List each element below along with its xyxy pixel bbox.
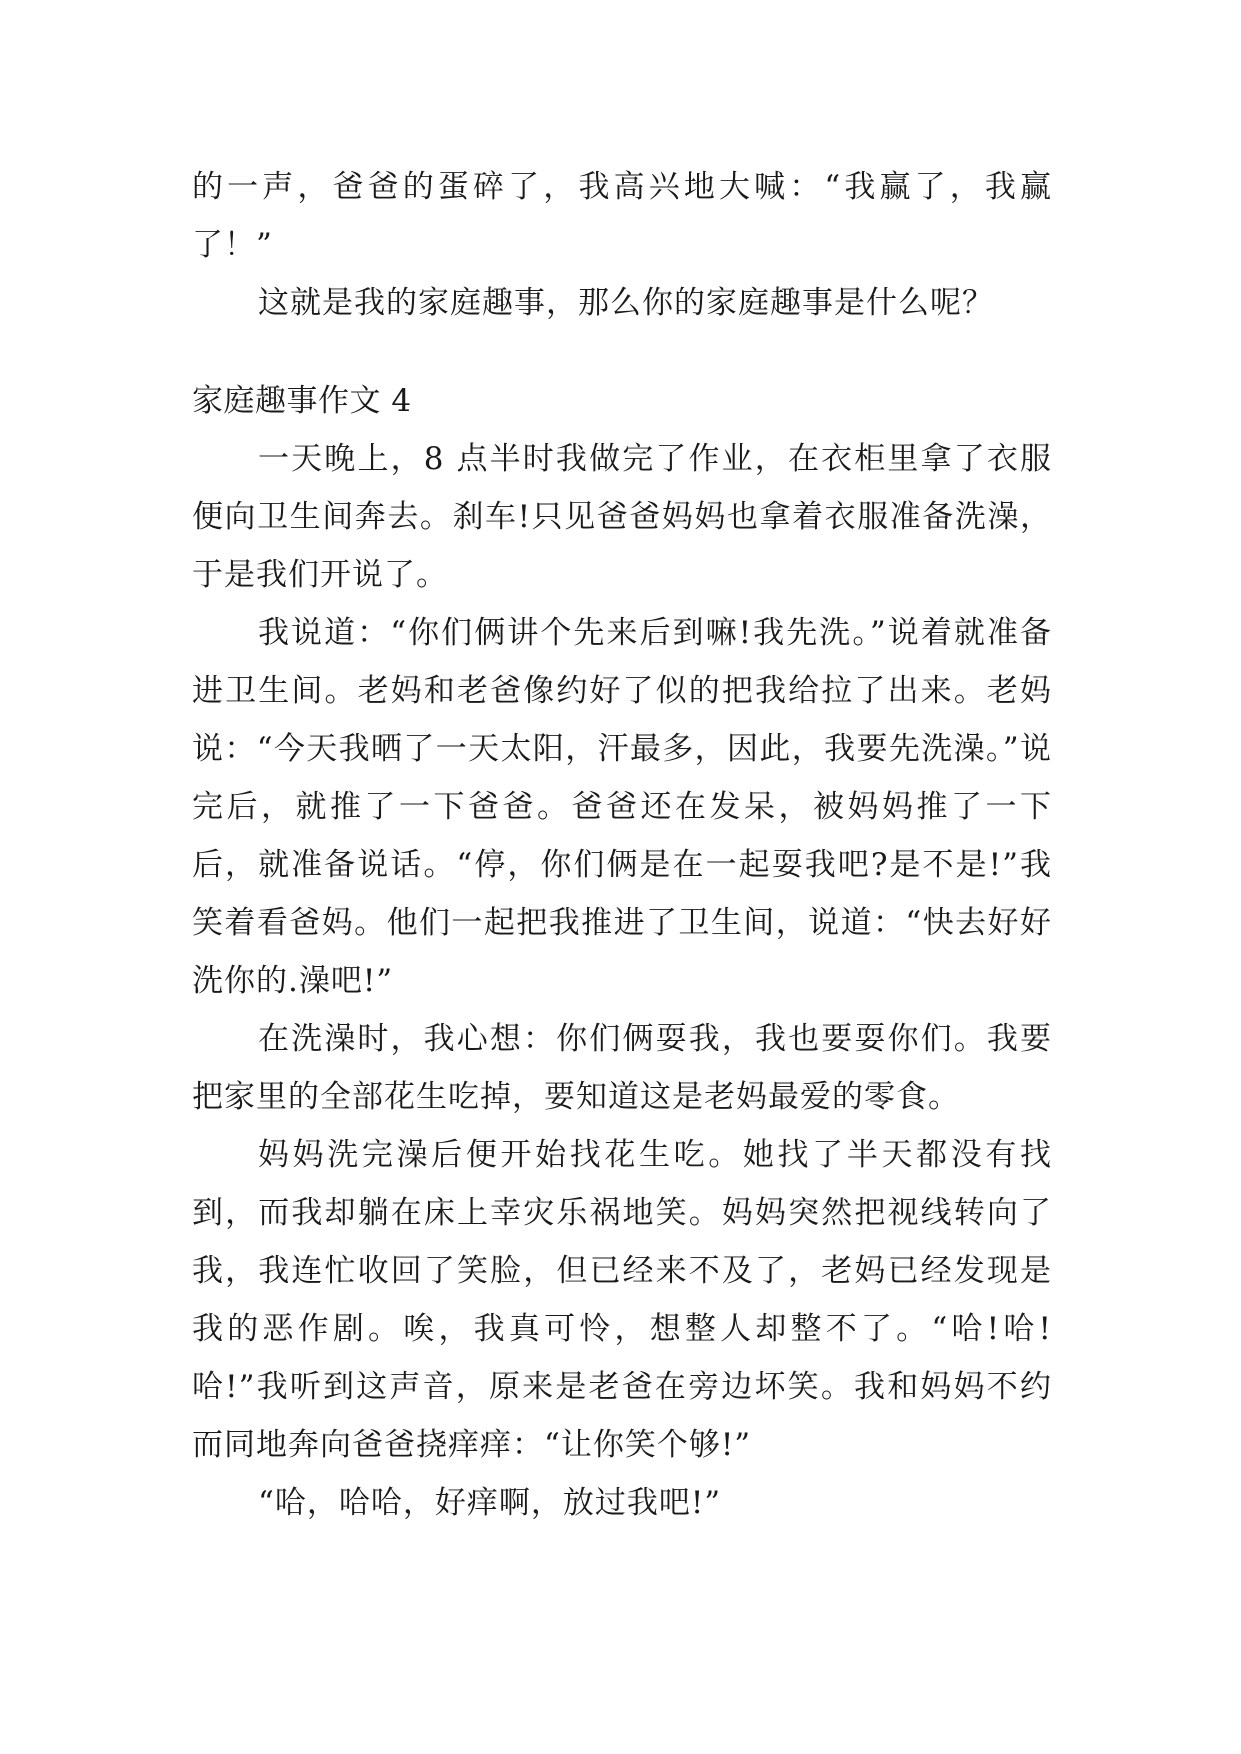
paragraph: 在洗澡时，我心想：你们俩耍我，我也要耍你们。我要把家里的全部花生吃掉，要知道这是老妈最爱的零食。 — [192, 1021, 1052, 1115]
section-title: 家庭趣事作文 4 — [192, 383, 412, 419]
paragraph: 一天晚上，8 点半时我做完了作业，在衣柜里拿了衣服便向卫生间奔去。刹车!只见爸爸妈妈也拿着衣服准备洗澡，于是我们开说了。 — [192, 441, 1052, 593]
paragraph: 我说道：“你们俩讲个先来后到嘛!我先洗。”说着就准备进卫生间。老妈和老爸像约好了似的把我给拉了出来。老妈说：“今天我晒了一天太阳，汗最多，因此，我要先洗澡。”说完后，就推了一下爸爸。爸爸还在发呆，被妈妈推了一下后，就准备说话。“停，你们俩是在一起耍我吧?是不是!”我笑着看爸妈。他们一起把我推进了卫生间，说道：“快去好好洗你的.澡吧!” — [192, 615, 1052, 999]
section-gap — [192, 332, 1052, 372]
paragraph: 妈妈洗完澡后便开始找花生吃。她找了半天都没有找到，而我却躺在床上幸灾乐祸地笑。妈妈突然把视线转向了我，我连忙收回了笑脸，但已经来不及了，老妈已经发现是我的恶作剧。唉，我真可怜，想整人却整不了。“哈!哈!哈!”我听到这声音，原来是老爸在旁边坏笑。我和妈妈不约而同地奔向爸爸挠痒痒：“让你笑个够!” — [192, 1137, 1052, 1463]
paragraph-continuation: 的一声，爸爸的蛋碎了，我高兴地大喊：“我赢了，我赢了！” — [192, 169, 1052, 263]
paragraph: “哈，哈哈，好痒啊，放过我吧!” — [258, 1485, 722, 1521]
paragraph-closing-remark: 这就是我的家庭趣事，那么你的家庭趣事是什么呢？ — [258, 285, 994, 321]
document-body — [192, 158, 1052, 1532]
